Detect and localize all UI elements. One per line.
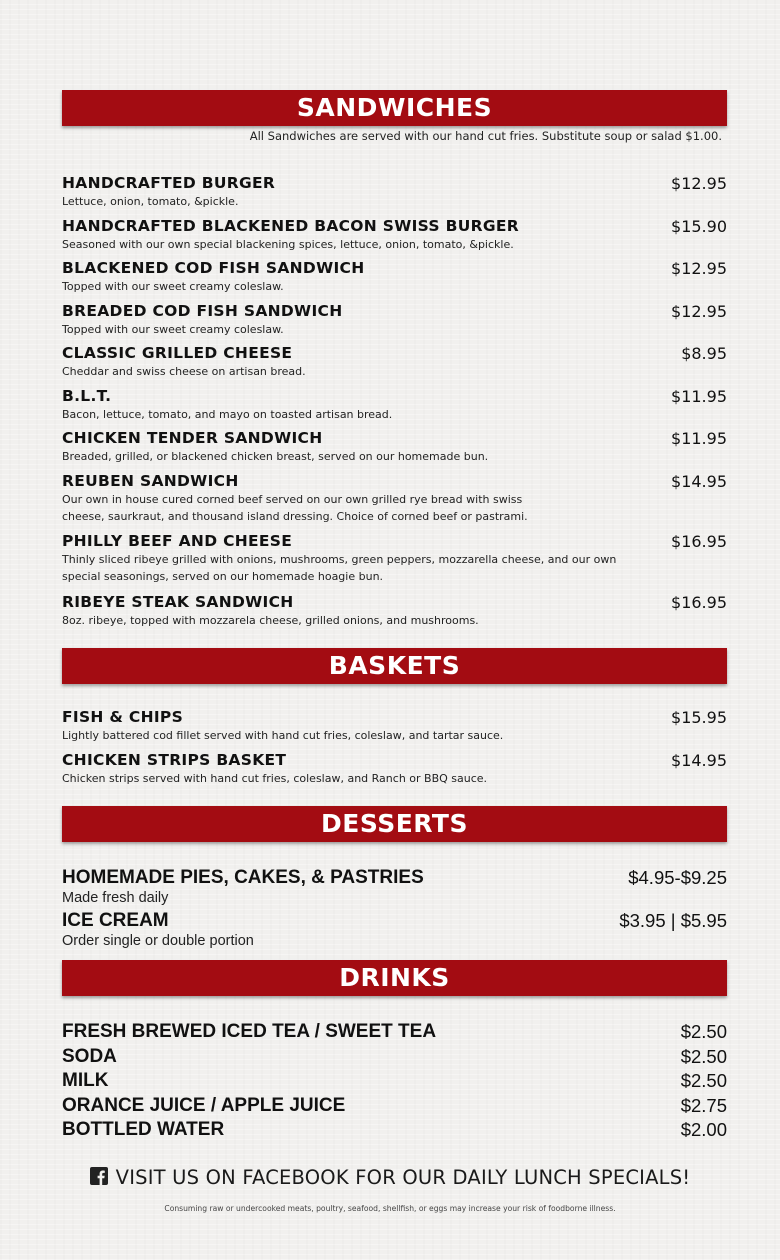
item-description: Cheddar and swiss cheese on artisan bread. — [62, 365, 306, 378]
item-description: 8oz. ribeye, topped with mozzarela cheese, grilled onions, and mushrooms. — [62, 613, 479, 627]
menu-item — [62, 531, 727, 592]
item-description: Bacon, lettuce, tomato, and mayo on toasted artisan bread. — [62, 407, 393, 421]
sandwiches-note: All Sandwiches are served with our hand cut fries. Substitute soup or salad $1.00. — [249, 129, 722, 143]
menu-item — [62, 592, 727, 634]
item-name: BOTTLED WATER — [62, 1119, 225, 1140]
food-safety-disclaimer: Consuming raw or undercooked meats, poultry, seafood, shellfish, or eggs may increase your risk of foodborne illness. — [164, 1204, 616, 1213]
item-description: Made fresh daily — [62, 890, 169, 906]
item-price: $2.00 — [680, 1119, 727, 1140]
item-price: $14.95 — [671, 471, 727, 491]
item-price: $15.95 — [671, 708, 727, 727]
drink-item — [62, 1045, 727, 1070]
item-description: Chicken strips served with hand cut fries, coleslaw, and Ranch or BBQ sauce. — [62, 771, 488, 785]
item-name: HOMEMADE PIES, CAKES, & PASTRIES — [62, 867, 424, 888]
menu-item — [62, 909, 727, 951]
menu-item — [62, 471, 727, 531]
menu-item — [62, 866, 727, 909]
menu-item — [62, 428, 727, 471]
facebook-icon — [90, 1167, 108, 1185]
item-price: $3.95 | $5.95 — [619, 910, 727, 931]
item-price: $16.95 — [671, 531, 727, 551]
facebook-text: VISIT US ON FACEBOOK FOR OUR DAILY LUNCH SPECIALS! — [115, 1166, 691, 1189]
item-price: $11.95 — [671, 386, 727, 406]
baskets-list — [62, 707, 727, 792]
item-name: REUBEN SANDWICH — [62, 471, 239, 490]
item-name: CHICKEN STRIPS BASKET — [62, 750, 287, 769]
drink-item — [62, 1118, 727, 1143]
item-description: Topped with our sweet creamy coleslaw. — [62, 322, 284, 336]
item-price: $11.95 — [671, 429, 727, 448]
sandwiches-list — [62, 173, 727, 634]
item-price: $12.95 — [671, 174, 727, 193]
menu-item — [62, 301, 727, 344]
item-price: $14.95 — [671, 750, 727, 770]
item-price: $2.50 — [680, 1021, 727, 1042]
item-price: $8.95 — [681, 344, 727, 363]
item-name: PHILLY BEEF AND CHEESE — [62, 531, 293, 550]
item-description: Order single or double portion — [62, 933, 254, 949]
item-price: $2.50 — [680, 1045, 727, 1067]
item-description: Our own in house cured corned beef served on our own grilled rye bread with swiss cheese, saurkraut, and thousand island dressing. Choice of corned beef or pastrami. — [62, 492, 528, 523]
drink-item — [62, 1020, 727, 1045]
baskets-header: BASKETS — [62, 648, 727, 684]
menu-item — [62, 707, 727, 750]
item-description: Thinly sliced ribeye grilled with onions, mushrooms, green peppers, mozzarella cheese, and our own special seasonings, served on our homemade hoagie bun. — [62, 552, 617, 583]
desserts-header: DESSERTS — [62, 806, 727, 842]
item-price: $15.90 — [671, 216, 727, 236]
menu-item — [62, 343, 727, 386]
drinks-list — [62, 1020, 727, 1143]
menu-item — [62, 258, 727, 301]
item-name: ORANCE JUICE / APPLE JUICE — [62, 1094, 346, 1116]
item-description: Topped with our sweet creamy coleslaw. — [62, 280, 284, 293]
facebook-promo — [0, 1166, 780, 1189]
item-description: Seasoned with our own special blackening spices, lettuce, onion, tomato, &pickle. — [62, 237, 514, 251]
item-name: CLASSIC GRILLED CHEESE — [62, 344, 293, 362]
item-description: Breaded, grilled, or blackened chicken breast, served on our homemade bun. — [62, 450, 489, 463]
item-name: SODA — [62, 1045, 117, 1067]
sandwiches-header: SANDWICHES — [62, 90, 727, 126]
item-name: CHICKEN TENDER SANDWICH — [62, 429, 323, 447]
desserts-list — [62, 866, 727, 951]
menu-item — [62, 386, 727, 429]
item-name: BREADED COD FISH SANDWICH — [62, 301, 343, 320]
drink-item — [62, 1094, 727, 1119]
item-price: $2.50 — [680, 1070, 727, 1091]
item-name: ICE CREAM — [62, 910, 169, 931]
drinks-header: DRINKS — [62, 960, 727, 996]
item-name: HANDCRAFTED BLACKENED BACON SWISS BURGER — [62, 216, 519, 235]
item-name: MILK — [62, 1070, 109, 1091]
item-price: $4.95-$9.25 — [628, 867, 727, 888]
item-price: $12.95 — [671, 301, 727, 321]
item-price: $2.75 — [680, 1094, 727, 1116]
item-description: Lettuce, onion, tomato, &pickle. — [62, 195, 239, 208]
item-name: HANDCRAFTED BURGER — [62, 174, 276, 192]
menu-item — [62, 750, 727, 792]
item-name: B.L.T. — [62, 386, 112, 405]
item-name: FISH & CHIPS — [62, 708, 184, 726]
item-price: $12.95 — [671, 259, 727, 278]
item-name: FRESH BREWED ICED TEA / SWEET TEA — [62, 1021, 437, 1042]
drink-item — [62, 1069, 727, 1094]
item-name: RIBEYE STEAK SANDWICH — [62, 592, 294, 611]
item-description: Lightly battered cod fillet served with hand cut fries, coleslaw, and tartar sauce. — [62, 729, 504, 742]
menu-item — [62, 173, 727, 216]
item-name: BLACKENED COD FISH SANDWICH — [62, 259, 365, 277]
item-price: $16.95 — [671, 592, 727, 612]
menu-item — [62, 216, 727, 259]
